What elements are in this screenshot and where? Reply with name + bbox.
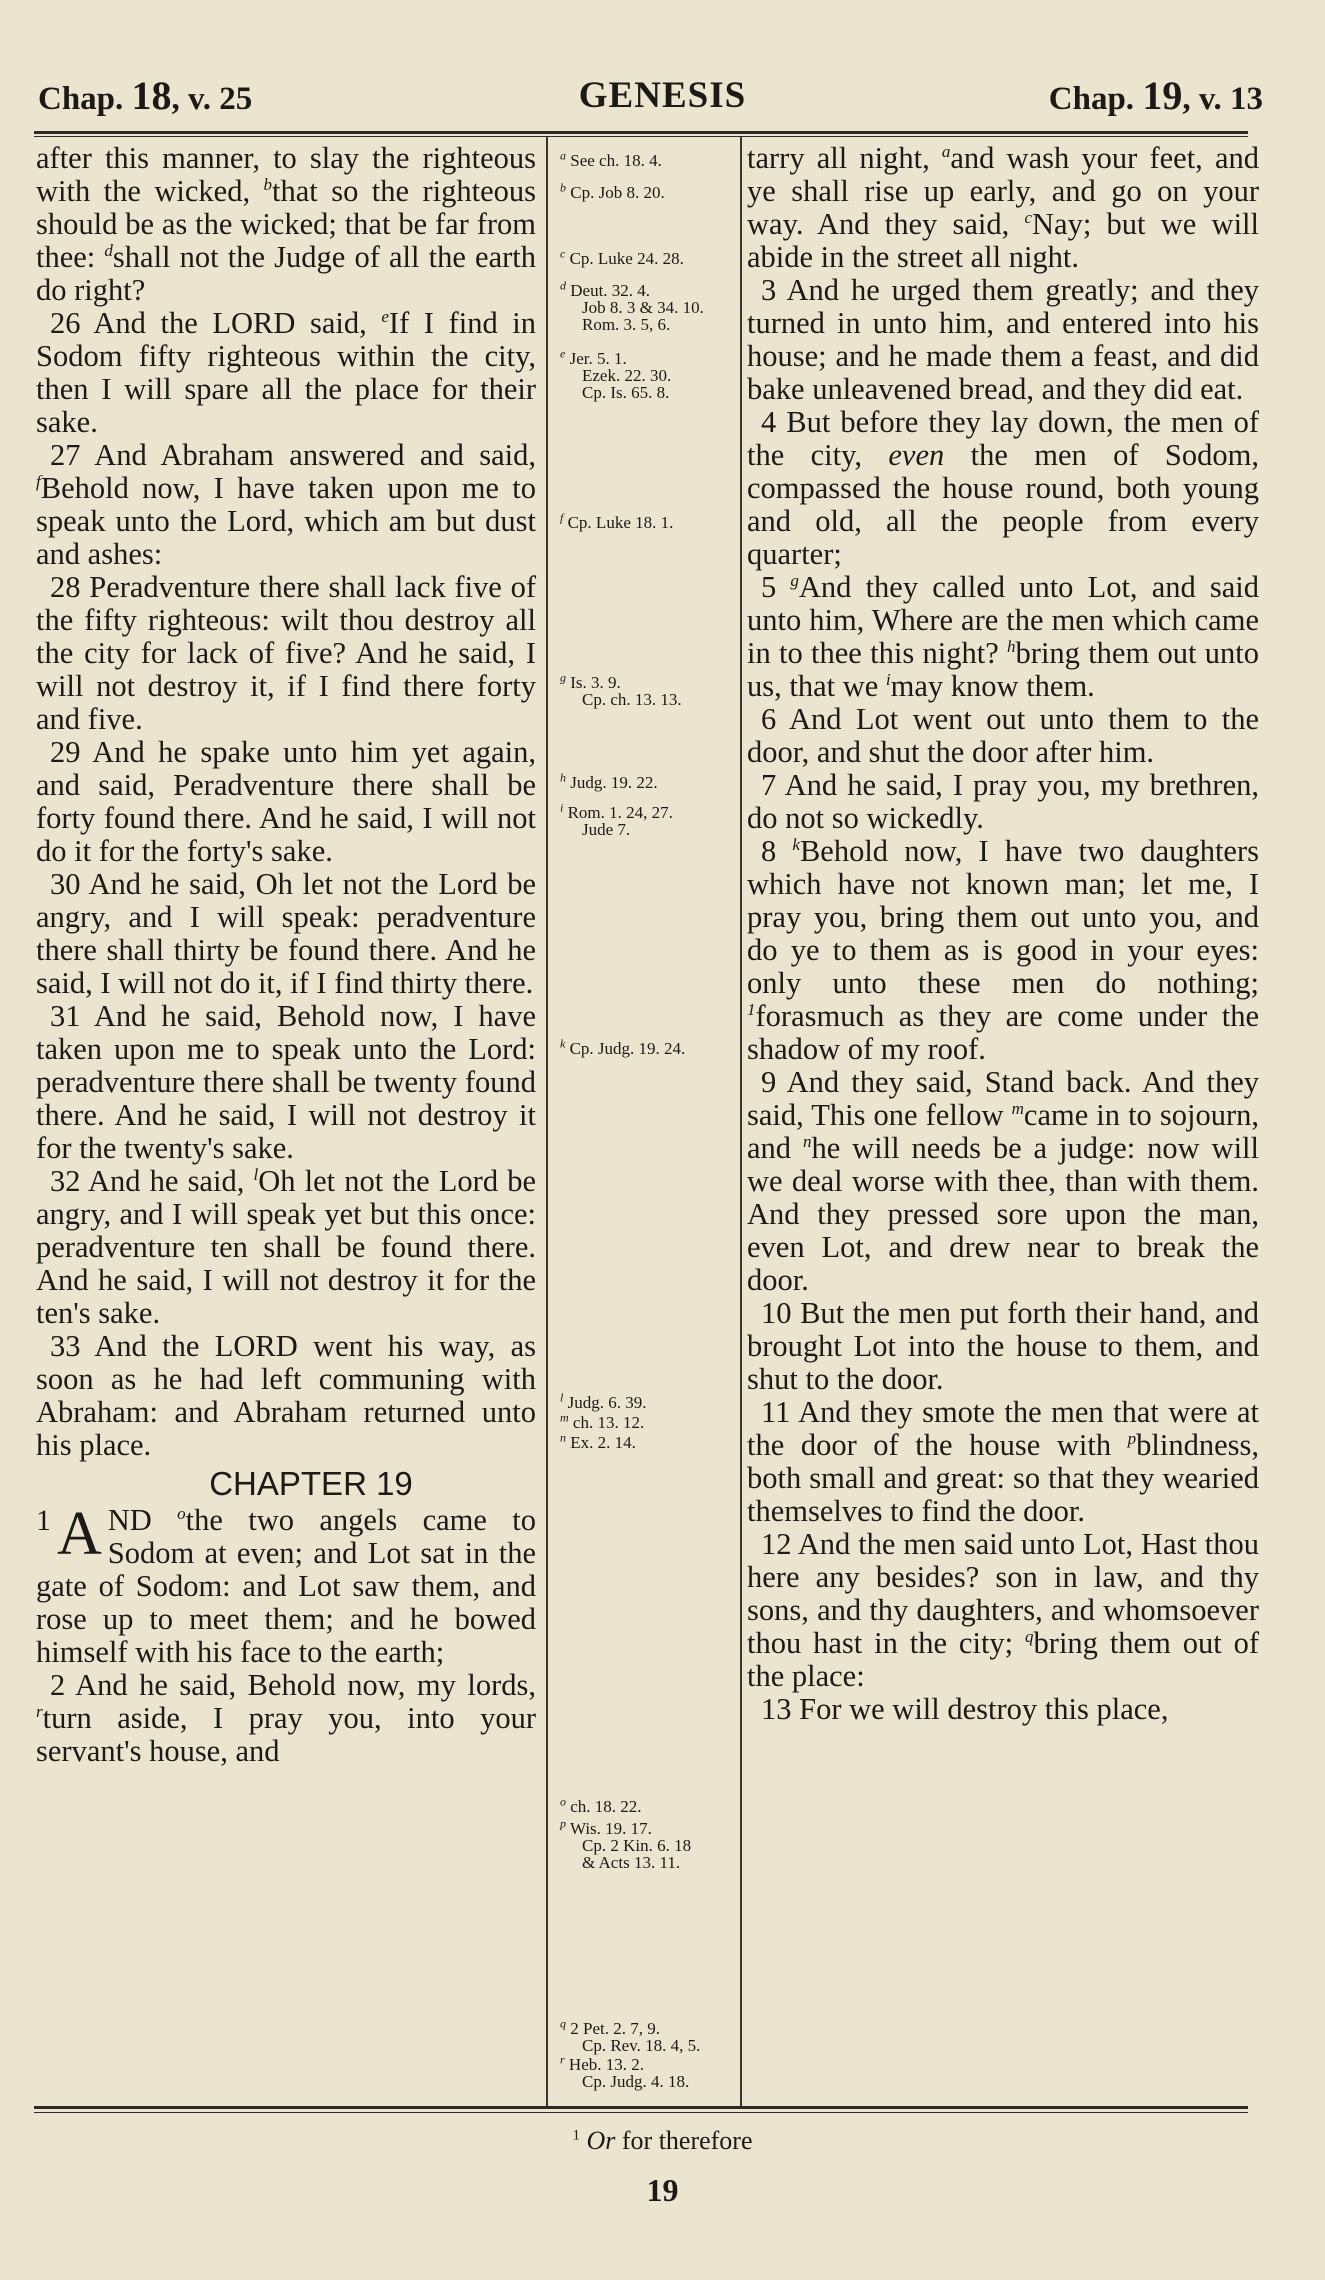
cross-reference-note [560, 2052, 735, 2091]
cross-reference-note [560, 246, 735, 268]
reference-mark: a [560, 148, 566, 163]
reference-text: Cp. Is. 65. 8. [582, 383, 670, 402]
cross-reference-line [560, 384, 735, 401]
column-divider-right [740, 137, 742, 2107]
reference-text: Cp. ch. 13. 13. [582, 690, 682, 709]
verse-paragraph [747, 1528, 1259, 1693]
verse-text: that so the righteous should be as the wicked; that be far from thee: [36, 174, 536, 274]
verse-text: after this manner, to slay the righteous with the wicked, [36, 141, 536, 208]
verse-paragraph [36, 439, 536, 571]
cross-reference-line [560, 670, 735, 692]
header-rule-thin [34, 136, 1248, 137]
verse-paragraph [36, 142, 536, 307]
cross-reference-line [560, 346, 735, 368]
reference-text: Judg. 19. 22. [570, 773, 658, 792]
reference-mark: p [560, 1816, 566, 1831]
verse-paragraph [747, 769, 1259, 835]
reference-mark: f [36, 471, 41, 491]
reference-mark: k [560, 1036, 566, 1051]
verse-text: 9 And they said, Stand back. And they said, This one fellow [747, 1065, 1259, 1132]
reference-text: Jer. 5. 1. [569, 349, 627, 368]
reference-mark: p [1127, 1428, 1137, 1448]
cross-reference-line [560, 2016, 735, 2038]
header-left: Chap. 18, v. 25 [38, 73, 253, 118]
reference-text: Deut. 32. 4. [570, 281, 651, 300]
verse-text: 10 But the men put forth their hand, and brought Lot into the house to them, and shut to the door. [747, 1296, 1259, 1396]
cross-reference-note [560, 510, 735, 532]
reference-mark: a [941, 141, 951, 161]
cross-reference-note [560, 180, 735, 202]
reference-text: Job 8. 3 & 34. 10. [582, 298, 704, 317]
reference-text: ch. 18. 22. [570, 1797, 642, 1816]
reference-mark: i [560, 800, 564, 815]
left-verses [36, 142, 536, 1462]
verse-text: 29 And he spake unto him yet again, and said, Peradventure there shall be forty found there. And he said, I will not do it for the forty's sake. [36, 735, 536, 868]
reference-mark: k [792, 834, 800, 854]
reference-text: Ezek. 22. 30. [582, 366, 672, 385]
reference-text: ch. 13. 12. [572, 1413, 645, 1432]
verse-text: 4 But before they lay down, the men of the city, [747, 405, 1259, 472]
verse-paragraph [36, 736, 536, 868]
reference-mark: r [560, 2052, 565, 2067]
verse-paragraph [747, 1396, 1259, 1528]
page-number: 19 [646, 2172, 679, 2208]
reference-mark: g [560, 670, 566, 685]
reference-mark: q [1025, 1626, 1034, 1646]
cross-reference-line [560, 148, 735, 170]
reference-mark: l [560, 1390, 564, 1405]
verse-text: and wash your feet, and ye shall rise up early, and go on your way. And they said, [747, 141, 1259, 241]
verse-text [36, 1500, 536, 1669]
cross-reference-line [560, 1794, 735, 1816]
reference-text: Is. 3. 9. [570, 673, 621, 692]
verse-text: tarry all night, [747, 141, 942, 175]
verse-text: bring them out unto us, that we [747, 636, 1259, 703]
reference-mark: g [790, 570, 799, 590]
reference-text: Rom. 3. 5, 6. [582, 315, 671, 334]
verse-text: 13 For we will destroy this place, [761, 1692, 1169, 1726]
verse-text: 3 And he urged them greatly; and they turned in unto him, and entered into his house; and he made them a feast, and did bake unleavened bread, and they did eat. [747, 273, 1259, 406]
reference-mark: n [802, 1131, 812, 1151]
reference-text: Cp. Judg. 4. 18. [582, 2072, 690, 2091]
cross-reference-note [560, 278, 735, 334]
verse-text: If I find in Sodom fifty righteous within the city, then I will spare all the place for their sake. [36, 306, 537, 439]
verse-text: blindness, both small and great: so that they wearied themselves to find the door. [747, 1428, 1259, 1528]
reference-mark: h [1007, 636, 1016, 656]
verse-text: 11 And they smote the men that were at the door of the house with [747, 1395, 1259, 1462]
cross-reference-note [560, 346, 735, 402]
cross-reference-line [560, 278, 735, 300]
verse-text: may know them. [890, 669, 1095, 703]
verse-text: 32 And he said, [50, 1164, 254, 1198]
cross-reference-line [560, 316, 735, 333]
footer-rule [34, 2106, 1248, 2109]
verse-paragraph [747, 1297, 1259, 1396]
reference-mark: d [104, 240, 113, 260]
verse-text: Behold now, I have two daughters which have not known man; let me, I pray you, bring them out unto you, and do ye to them as is good in your eyes: only unto these men do nothing; [747, 834, 1260, 1000]
reference-text: Jude 7. [582, 820, 631, 839]
reference-mark: 1 [747, 999, 756, 1019]
cross-reference-line [560, 691, 735, 708]
cross-reference-line [560, 821, 735, 838]
reference-text: Rom. 1. 24, 27. [567, 803, 673, 822]
header-book-title: GENESIS [578, 75, 747, 116]
reference-mark: c [560, 246, 566, 261]
verse-paragraph [36, 1000, 536, 1165]
verse-text: shall not the Judge of all the earth do right? [36, 240, 536, 307]
reference-text: Cp. Rev. 18. 4, 5. [582, 2036, 701, 2055]
reference-mark: d [560, 278, 566, 293]
cross-reference-line [560, 180, 735, 202]
verse-text: Behold now, I have taken upon me to speak unto the Lord, which am but dust and ashes: [36, 471, 536, 571]
verse-paragraph [747, 1693, 1259, 1726]
cross-reference-note [560, 2016, 735, 2055]
reference-mark: e [560, 346, 566, 361]
verse-paragraph [36, 307, 536, 439]
cross-reference-note [560, 1390, 735, 1412]
verse-text: 28 Peradventure there shall lack five of the fifty righteous: wilt thou destroy all the city for lack of five? And he said, I will not destroy it, if I find there forty and five. [36, 570, 536, 736]
reference-text: Wis. 19. 17. [569, 1819, 652, 1838]
cross-reference-line [560, 1036, 735, 1058]
cross-reference-line [560, 510, 735, 532]
cross-reference-note [560, 1430, 735, 1452]
cross-reference-line [560, 1390, 735, 1412]
cross-reference-note [560, 148, 735, 170]
verse-paragraph [747, 835, 1259, 1066]
chapter-first-verse [36, 1500, 536, 1669]
reference-text: 2 Pet. 2. 7, 9. [570, 2019, 660, 2038]
reference-mark: o [177, 1503, 186, 1523]
footnote: $^1$ Or for therefore [572, 2126, 753, 2155]
right-text-column [747, 142, 1259, 1726]
cross-reference-line [560, 2073, 735, 2090]
verse-text: Oh let not the Lord be angry, and I will speak yet but this once: peradventure ten shall be found there. And he said, I will not destroy it for the ten's sake. [36, 1164, 536, 1330]
verse-text: 2 And he said, Behold now, my lords, [50, 1668, 536, 1702]
cross-reference-line [560, 1816, 735, 1838]
verse-text: the two angels came to Sodom at even; and Lot sat in the gate of Sodom: and Lot saw them, and rose up to meet them; and he bowed himself with his face to the earth; [36, 1503, 536, 1669]
reference-mark: m [560, 1410, 569, 1425]
verse-paragraph [36, 1165, 536, 1330]
column-divider-left [546, 137, 548, 2107]
cross-reference-line [560, 1430, 735, 1452]
cross-reference-note [560, 770, 735, 792]
verse-paragraph [747, 274, 1259, 406]
cross-reference-note [560, 670, 735, 709]
footer-rule-thin [34, 2112, 1248, 2113]
verse-paragraph [36, 1330, 536, 1462]
verse-text: 26 And the LORD said, [50, 306, 382, 340]
cross-reference-note [560, 1410, 735, 1432]
verse-paragraph [36, 571, 536, 736]
reference-text: Cp. Luke 18. 1. [567, 513, 674, 532]
reference-text: & Acts 13. 11. [582, 1853, 681, 1872]
cross-reference-line [560, 299, 735, 316]
left-text-column [36, 142, 536, 1768]
verse-text: came in to sojourn, and [747, 1098, 1259, 1165]
verse-paragraph [747, 1066, 1259, 1297]
verse-text: turn aside, I pray you, into your servant's house, and [36, 1701, 536, 1768]
chapter-heading: CHAPTER 19 [209, 1465, 413, 1502]
verse-text: 30 And he said, Oh let not the Lord be angry, and I will speak: peradventure there shall thirty be found there. And he said, I will not do it, if I find thirty there. [36, 867, 536, 1000]
verse-text: the men of Sodom, compassed the house round, both young and old, all the people from every quarter; [747, 438, 1259, 571]
cross-reference-line [560, 800, 735, 822]
cross-reference-line [560, 770, 735, 792]
verse-text: 31 And he said, Behold now, I have taken upon me to speak unto the Lord: peradventure there shall be twenty found there. And he said, I will not destroy it for the twenty's sake. [36, 999, 536, 1165]
verse-text: bring them out of the place: [747, 1626, 1259, 1693]
verse-text: 5 [761, 570, 791, 604]
left-verses-tail [36, 1669, 536, 1768]
cross-reference-line [560, 367, 735, 384]
cross-reference-line [560, 246, 735, 268]
verse-text: 12 And the men said unto Lot, Hast thou here any besides? son in law, and thy sons, and thy daughters, and whomsoever thou hast in the city; [747, 1527, 1259, 1660]
reference-mark: h [560, 770, 566, 785]
cross-reference-line [560, 1854, 735, 1871]
verse-paragraph [747, 703, 1259, 769]
verse-text: forasmuch as they are come under the shadow of my roof. [747, 999, 1259, 1066]
reference-mark: b [560, 180, 566, 195]
drop-cap: A [57, 1500, 102, 1568]
cross-reference-note [560, 800, 735, 839]
reference-mark: q [560, 2016, 566, 2031]
reference-mark: r [36, 1701, 43, 1721]
reference-text: Cp. 2 Kin. 6. 18 [582, 1836, 692, 1855]
reference-mark: n [560, 1430, 566, 1445]
reference-text: See ch. 18. 4. [570, 151, 662, 170]
right-verses [747, 142, 1259, 1726]
reference-mark: l [253, 1164, 259, 1184]
reference-mark: m [1011, 1098, 1024, 1118]
reference-mark: b [263, 174, 273, 194]
verse-text: 7 And he said, I pray you, my brethren, do not so wickedly. [747, 768, 1259, 835]
verse-text: ND [107, 1503, 178, 1537]
reference-text: Cp. Job 8. 20. [570, 183, 665, 202]
cross-reference-line [560, 2037, 735, 2054]
cross-reference-note [560, 1816, 735, 1872]
reference-text: Judg. 6. 39. [567, 1393, 647, 1412]
verse-text: 27 And Abraham answered and said, [50, 438, 536, 472]
reference-text: Ex. 2. 14. [570, 1433, 636, 1452]
reference-text: Cp. Luke 24. 28. [569, 249, 684, 268]
reference-text: Heb. 13. 2. [568, 2055, 644, 2074]
verse-text: he will needs be a judge: now will we deal worse with thee, than with them. And they pressed sore upon the man, even Lot, and drew near to break the door. [747, 1131, 1259, 1297]
reference-text: Cp. Judg. 19. 24. [569, 1039, 686, 1058]
reference-mark: f [560, 510, 564, 525]
verse-text: 33 And the LORD went his way, as soon as he had left communing with Abraham: and Abraham returned unto his place. [36, 1329, 536, 1462]
header-right: Chap. 19, v. 13 [1048, 73, 1263, 118]
verse-number: 1 [36, 1504, 51, 1537]
verse-paragraph [747, 406, 1259, 571]
verse-paragraph [36, 1669, 536, 1768]
italic-text: even [888, 438, 945, 472]
verse-paragraph [747, 142, 1259, 274]
verse-text: And they called unto Lot, and said unto him, Where are the men which came in to thee this night? [747, 570, 1260, 670]
reference-mark: c [1024, 207, 1033, 227]
reference-mark: i [885, 669, 891, 689]
cross-reference-line [560, 2052, 735, 2074]
verse-paragraph [36, 868, 536, 1000]
cross-reference-line [560, 1410, 735, 1432]
reference-mark: o [560, 1794, 566, 1809]
verse-text: 8 [761, 834, 793, 868]
reference-mark: e [381, 306, 389, 326]
verse-paragraph [747, 571, 1259, 703]
cross-reference-note [560, 1794, 735, 1816]
verse-text: 6 And Lot went out unto them to the door, and shut the door after him. [747, 702, 1259, 769]
header-rule [34, 131, 1248, 134]
verse-text: Nay; but we will abide in the street all night. [747, 207, 1259, 274]
cross-reference-note [560, 1036, 735, 1058]
cross-reference-line [560, 1837, 735, 1854]
